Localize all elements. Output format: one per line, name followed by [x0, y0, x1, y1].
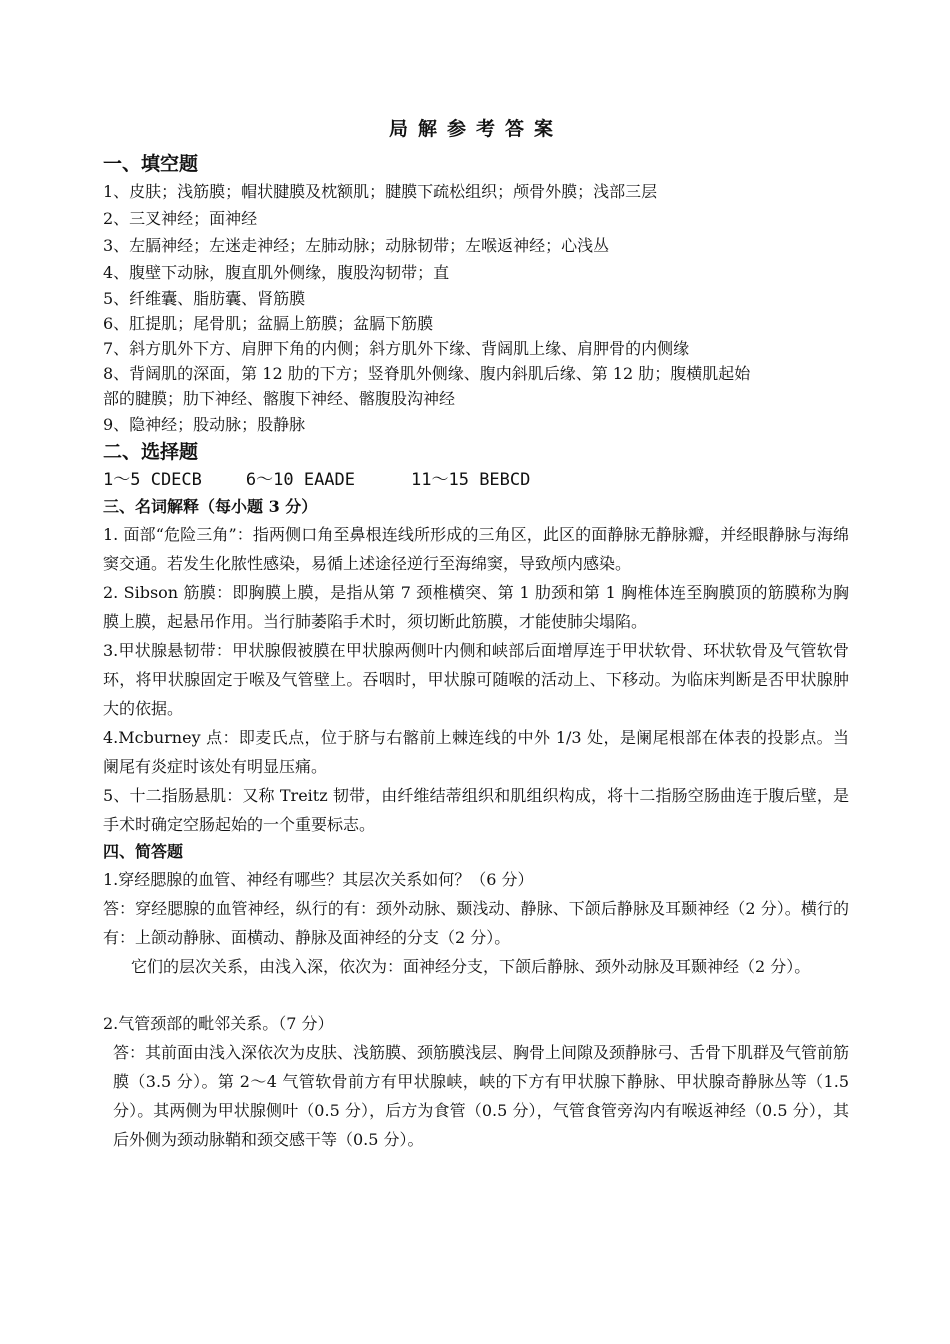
- section-heading-terms: 三、名词解释（每小题 3 分）: [103, 497, 318, 516]
- fill-item: 3、左膈神经；左迷走神经；左肺动脉；动脉韧带；左喉返神经；心浅丛: [103, 236, 610, 255]
- fill-item: 5、纤维囊、脂肪囊、肾筋膜: [103, 289, 306, 308]
- section-heading-mcq: 二、选择题: [103, 441, 199, 463]
- term-item: 2. Sibson 筋膜：即胸膜上膜，是指从第 7 颈椎横突、第 1 肋颈和第 1 胸椎体连至胸膜顶的筋膜称为胸膜上膜，起悬吊作用。当行肺萎陷手术时，须切断此筋膜，才能使肺尖塌陷。: [103, 583, 849, 631]
- short-question: 1.穿经腮腺的血管、神经有哪些？其层次关系如何？（6 分）: [103, 870, 534, 889]
- short-answer: 答：穿经腮腺的血管神经，纵行的有：颈外动脉、颞浅动、静脉、下颌后静脉及耳颞神经（2 分）。横行的有：上颌动静脉、面横动、静脉及面神经的分支（2 分）。: [103, 899, 849, 947]
- mcq-answers: [103, 466, 849, 494]
- fill-item: 9、隐神经；股动脉；股静脉: [103, 415, 306, 434]
- short-answer: 答：其前面由浅入深依次为皮肤、浅筋膜、颈筋膜浅层、胸骨上间隙及颈静脉弓、舌骨下肌群及气管前筋膜（3.5 分）。第 2～4 气管软骨前方有甲状腺峡，峡的下方有甲状腺下静脉、甲状腺奇静脉丛等（1.5 分）。其两侧为甲状腺侧叶（0.5 分），后方为食管（0.5 分），气管食管旁沟内有喉返神经（0.5 分），其后外侧为颈动脉鞘和颈交感干等（0.5 分）。: [113, 1043, 850, 1149]
- document-page: [103, 112, 849, 1154]
- term-item: 1. 面部“危险三角”：指两侧口角至鼻根连线所形成的三角区，此区的面静脉无静脉瓣，并经眼静脉与海绵窦交通。若发生化脓性感染，易循上述途径逆行至海绵窦，导致颅内感染。: [103, 525, 849, 573]
- fill-item: 8、背阔肌的深面，第 12 肋的下方；竖脊肌外侧缘、腹内斜肌后缘、第 12 肋；腹横肌起始: [103, 364, 751, 383]
- fill-item: 4、腹壁下动脉，腹直肌外侧缘，腹股沟韧带；直: [103, 263, 450, 282]
- fill-item: 部的腱膜；肋下神经、髂腹下神经、髂腹股沟神经: [103, 389, 456, 408]
- fill-item: 2、三叉神经；面神经: [103, 209, 258, 228]
- page-title: 局解参考答案: [388, 118, 563, 140]
- fill-item: 7、斜方肌外下方、肩胛下角的内侧；斜方肌外下缘、背阔肌上缘、肩胛骨的内侧缘: [103, 339, 690, 358]
- mcq-group: 6～10 EAADE: [245, 470, 356, 490]
- term-item: 3.甲状腺悬韧带：甲状腺假被膜在甲状腺两侧叶内侧和峡部后面增厚连于甲状软骨、环状软骨及气管软骨环，将甲状腺固定于喉及气管壁上。吞咽时，甲状腺可随喉的活动上、下移动。为临床判断是否甲状腺肿大的依据。: [103, 641, 849, 718]
- term-item: 4.Mcburney 点：即麦氏点，位于脐与右髂前上棘连线的中外 1/3 处，是阑尾根部在体表的投影点。当阑尾有炎症时该处有明显压痛。: [103, 728, 849, 776]
- spacer: [103, 981, 849, 1009]
- fill-item: 1、皮肤；浅筋膜；帽状腱膜及枕额肌；腱膜下疏松组织；颅骨外膜；浅部三层: [103, 182, 658, 201]
- term-item: 5、十二指肠悬肌：又称 Treitz 韧带，由纤维结蒂组织和肌组织构成，将十二指肠空肠曲连于腹后壁，是手术时确定空肠起始的一个重要标志。: [103, 786, 849, 834]
- short-question: 2.气管颈部的毗邻关系。（7 分）: [103, 1014, 334, 1033]
- fill-item: 6、肛提肌；尾骨肌；盆膈上筋膜；盆膈下筋膜: [103, 314, 434, 333]
- section-heading-short: 四、简答题: [103, 842, 184, 861]
- section-heading-fill: 一、填空题: [103, 153, 199, 175]
- mcq-group: 1～5 CDECB: [103, 470, 202, 490]
- short-answer: 它们的层次关系，由浅入深，依次为：面神经分支，下颌后静脉、颈外动脉及耳颞神经（2 分）。: [131, 957, 811, 976]
- mcq-group: 11～15 BEBCD: [411, 470, 531, 490]
